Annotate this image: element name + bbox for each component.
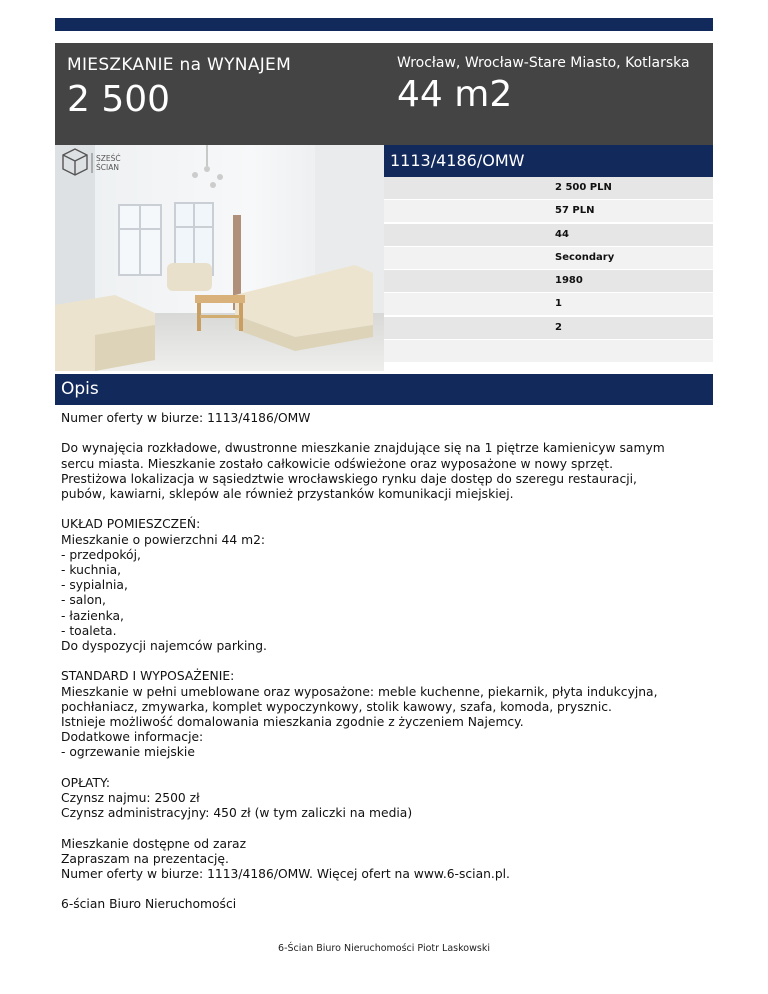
description-line: Do wynajęcia rozkładowe, dwustronne mieszkanie znajdujące się na 1 piętrze kamienicyw samym <box>61 441 665 456</box>
detail-row <box>384 247 713 269</box>
description-line: - ogrzewanie miejskie <box>61 745 195 760</box>
description-line: - sypialnia, <box>61 578 128 593</box>
section-title: Opis <box>61 379 99 399</box>
description-line: Istnieje możliwość domalowania mieszkania zgodnie z życzeniem Najemcy. <box>61 715 524 730</box>
detail-row <box>384 317 713 339</box>
description-paragraph <box>61 776 711 822</box>
address: Wrocław, Wrocław-Stare Miasto, Kotlarska <box>397 55 690 71</box>
description-line: Mieszkanie w pełni umeblowane oraz wyposażone: meble kuchenne, piekarnik, płyta indukcyjna, <box>61 684 658 699</box>
detail-value: 2 500 PLN <box>555 182 612 193</box>
description-heading-bar <box>55 374 713 405</box>
description-line: - salon, <box>61 593 106 608</box>
top-accent-bar <box>55 18 713 31</box>
description-line: OPŁATY: <box>61 775 110 790</box>
watermark-text-2: ŚCIAN <box>96 163 119 172</box>
reference-number: 1113/4186/OMW <box>390 151 525 170</box>
detail-value: 44 <box>555 228 569 240</box>
description-line: - łazienka, <box>61 608 124 623</box>
description-line: Mieszkanie o powierzchni 44 m2: <box>61 532 266 547</box>
description-line: sercu miasta. Mieszkanie zostało całkowicie odświeżone oraz wyposażone w nowy sprzęt. <box>61 456 613 471</box>
description-line: Numer oferty w biurze: 1113/4186/OMW. Więcej ofert na www.6-scian.pl. <box>61 867 510 882</box>
detail-row <box>384 293 713 315</box>
detail-value: 2 <box>555 321 562 333</box>
detail-value: 1980 <box>555 275 583 287</box>
description-paragraph <box>61 441 711 502</box>
description-line: 6-ścian Biuro Nieruchomości <box>61 897 237 912</box>
price: 2 500 <box>67 79 171 120</box>
detail-row <box>384 340 713 362</box>
details-table <box>384 177 713 363</box>
page-footer: 6-Ścian Biuro Nieruchomości Piotr Laskowski <box>278 943 490 954</box>
description-line: - toaleta. <box>61 623 117 638</box>
description-paragraph <box>61 411 711 426</box>
area: 44 m2 <box>397 74 513 115</box>
description-line: pochłaniacz, zmywarka, komplet wypoczynkowy, stolik kawowy, szafa, komoda, prysznic. <box>61 699 612 714</box>
description-paragraph <box>61 837 711 883</box>
description-body <box>61 411 711 928</box>
description-paragraph <box>61 897 711 912</box>
description-line: Numer oferty w biurze: 1113/4186/OMW <box>61 411 311 425</box>
description-line: Zapraszam na prezentację. <box>61 851 229 866</box>
detail-row <box>384 200 713 222</box>
detail-row <box>384 270 713 292</box>
description-line: Czynsz administracyjny: 450 zł (w tym zaliczki na media) <box>61 806 413 821</box>
watermark-text-1: SZEŚĆ <box>96 154 121 163</box>
description-line: - kuchnia, <box>61 563 122 577</box>
description-paragraph <box>61 517 711 654</box>
description-line: STANDARD I WYPOSAŻENIE: <box>61 669 235 684</box>
listing-header <box>55 43 713 145</box>
detail-value: 1 <box>555 298 562 310</box>
description-line: - przedpokój, <box>61 547 141 562</box>
description-line: pubów, kawiarni, sklepów ale również przystanków komunikacji miejskiej. <box>61 487 514 501</box>
property-photo <box>55 145 384 371</box>
reference-bar <box>384 145 713 177</box>
description-line: UKŁAD POMIESZCZEŃ: <box>61 517 201 532</box>
description-line: Czynsz najmu: 2500 zł <box>61 791 200 806</box>
offer-type: MIESZKANIE na WYNAJEM <box>67 55 292 75</box>
description-line: Do dyspozycji najemców parking. <box>61 639 267 654</box>
detail-value: 57 PLN <box>555 205 595 217</box>
detail-row <box>384 224 713 246</box>
description-line: Prestiżowa lokalizacja w sąsiedztwie wrocławskiego rynku daje dostęp do szeregu restauracji, <box>61 471 637 486</box>
detail-value: Secondary <box>555 251 615 263</box>
description-line: Mieszkanie dostępne od zaraz <box>61 836 247 851</box>
detail-row <box>384 177 713 199</box>
description-line: Dodatkowe informacje: <box>61 730 204 745</box>
description-paragraph <box>61 669 711 760</box>
